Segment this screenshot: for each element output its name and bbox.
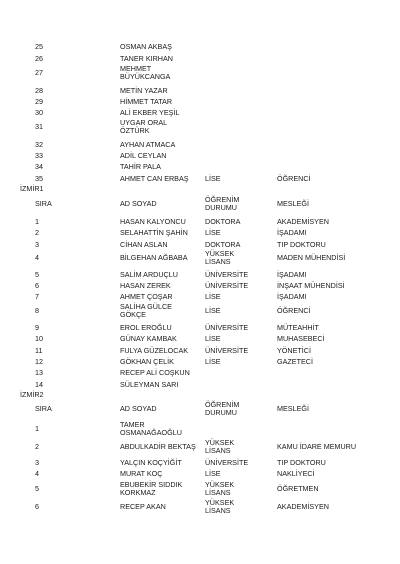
occupation <box>277 503 329 511</box>
education-level <box>205 459 248 467</box>
person-name-line: BÜYÜKCANGA <box>120 71 171 81</box>
person-name-line: AHMET CAN ERBAŞ <box>120 174 189 184</box>
education-level <box>205 307 221 315</box>
education-level-line: YÜKSEK <box>205 480 235 490</box>
occupation-line: AKADEMİSYEN <box>277 502 329 512</box>
education-level-line: LİSE <box>205 228 221 238</box>
row-number: 3 <box>35 240 39 250</box>
person-name-line: HİMMET TATAR <box>120 97 173 107</box>
occupation-line: TIP DOKTORU <box>277 458 326 468</box>
education-level-line: DOKTORA <box>205 240 241 250</box>
person-name <box>120 369 190 377</box>
person-name-line: GÖKHAN ÇELİK <box>120 357 174 367</box>
person-name-line: UYGAR ORAL <box>120 118 168 128</box>
row-number: 6 <box>35 502 39 512</box>
occupation <box>277 241 326 249</box>
occupation <box>277 200 309 208</box>
row-number: 14 <box>35 380 43 390</box>
person-name-line: ABDULKADİR BEKTAŞ <box>120 442 196 452</box>
person-name-line: HASAN KALYONCU <box>120 217 186 227</box>
section-heading: İZMİR1 <box>20 184 44 193</box>
person-name-line: AD SOYAD <box>120 404 157 414</box>
occupation <box>277 271 307 279</box>
education-level-line: LİSE <box>205 334 221 344</box>
education-level-line: DOKTORA <box>205 217 241 227</box>
person-name-line: YALÇIN KOÇYİĞİT <box>120 458 182 468</box>
occupation-line: MESLEĞİ <box>277 199 309 209</box>
person-name <box>120 200 157 208</box>
person-name-line: RECEP ALİ COŞKUN <box>120 368 190 378</box>
person-name <box>120 303 172 318</box>
row-number: 1 <box>35 424 39 434</box>
person-name <box>120 324 172 332</box>
person-name-line: METİN YAZAR <box>120 86 168 96</box>
person-name <box>120 163 161 171</box>
education-level-line: ÖĞRENİM <box>205 195 240 205</box>
person-name <box>120 254 188 262</box>
person-name <box>120 141 175 149</box>
person-name-line: AD SOYAD <box>120 199 157 209</box>
occupation <box>277 254 345 262</box>
row-number: 2 <box>35 228 39 238</box>
education-level-line: LİSANS <box>205 505 231 515</box>
row-number: SIRA <box>35 199 52 209</box>
person-name <box>120 381 178 389</box>
row-number: 26 <box>35 54 43 64</box>
education-level <box>205 196 239 211</box>
education-level-line: ÜNİVERSİTE <box>205 281 249 291</box>
occupation-line: MESLEĞİ <box>277 404 309 414</box>
education-level <box>205 282 248 290</box>
person-name-line: ADİL CEYLAN <box>120 151 167 161</box>
occupation <box>277 443 356 451</box>
person-name-line: MURAT KOÇ <box>120 469 163 479</box>
education-level <box>205 293 221 301</box>
occupation-line: GAZETECİ <box>277 357 313 367</box>
occupation <box>277 347 311 355</box>
row-number: 29 <box>35 97 43 107</box>
person-name-line: SELAHATTİN ŞAHİN <box>120 228 188 238</box>
education-level <box>205 401 239 416</box>
row-number: 5 <box>35 484 39 494</box>
person-name-line: HASAN ZEREK <box>120 281 171 291</box>
person-name <box>120 470 162 478</box>
education-level-line: LİSANS <box>205 256 231 266</box>
occupation <box>277 405 309 413</box>
row-number: 28 <box>35 86 43 96</box>
occupation-line: KAMU İDARE MEMURU <box>277 442 357 452</box>
person-name-line: ALİ EKBER YEŞİL <box>120 108 180 118</box>
person-name-line: SALİHA GÜLCE <box>120 302 172 312</box>
person-name <box>120 405 157 413</box>
person-name-line: EBUBEKİR SIDDIK <box>120 480 183 490</box>
person-name-line: MEHMET <box>120 64 152 74</box>
education-level <box>205 481 234 496</box>
person-name <box>120 282 171 290</box>
person-name-line: BİLGEHAN AĞBABA <box>120 253 188 263</box>
education-level-line: YÜKSEK <box>205 438 235 448</box>
education-level <box>205 335 221 343</box>
education-level-line: LİSE <box>205 357 221 367</box>
person-name-line: OSMAN AKBAŞ <box>120 42 172 52</box>
education-level-line: DURUMU <box>205 202 237 212</box>
row-number: 6 <box>35 281 39 291</box>
person-name <box>120 98 172 106</box>
person-name-line: TAMER <box>120 420 145 430</box>
person-name <box>120 503 166 511</box>
occupation <box>277 293 307 301</box>
occupation-line: NAKLİYECİ <box>277 469 315 479</box>
person-name-line: FULYA GÜZELOCAK <box>120 346 189 356</box>
person-name <box>120 43 172 51</box>
occupation-line: ÖĞRENCİ <box>277 306 311 316</box>
row-number: 31 <box>35 122 43 132</box>
person-name <box>120 229 188 237</box>
occupation-line: MÜTEAHHİT <box>277 323 319 333</box>
occupation-line: AKADEMİSYEN <box>277 217 329 227</box>
education-level <box>205 358 221 366</box>
education-level <box>205 229 221 237</box>
person-name-line: GÜNAY KAMBAK <box>120 334 177 344</box>
person-name-line: TANER KIRHAN <box>120 54 173 64</box>
education-level-line: LİSANS <box>205 487 231 497</box>
row-number: 35 <box>35 174 43 184</box>
row-number: 3 <box>35 458 39 468</box>
person-name <box>120 481 182 496</box>
education-level-line: ÜNİVERSİTE <box>205 346 249 356</box>
occupation <box>277 282 345 290</box>
row-number: 33 <box>35 151 43 161</box>
person-name-line: OSMANAĞAOĞLU <box>120 427 182 437</box>
row-number: 7 <box>35 292 39 302</box>
person-name <box>120 293 173 301</box>
occupation-line: İŞADAMI <box>277 292 307 302</box>
person-name <box>120 335 177 343</box>
row-number: 10 <box>35 334 43 344</box>
education-level-line: ÜNİVERSİTE <box>205 270 249 280</box>
person-name <box>120 347 188 355</box>
occupation-line: ÖĞRETMEN <box>277 484 319 494</box>
education-level <box>205 271 248 279</box>
row-number: 11 <box>35 346 43 356</box>
occupation <box>277 229 307 237</box>
person-name <box>120 443 196 451</box>
person-name-line: RECEP AKAN <box>120 502 166 512</box>
person-name-line: TAHİR PALA <box>120 162 161 172</box>
person-name-line: AHMET ÇOŞAR <box>120 292 173 302</box>
occupation-line: ÖĞRENCİ <box>277 174 311 184</box>
row-number: 4 <box>35 253 39 263</box>
person-name-line: CİHAN ASLAN <box>120 240 168 250</box>
occupation <box>277 307 311 315</box>
person-name-line: EROL EROĞLU <box>120 323 172 333</box>
education-level-line: DURUMU <box>205 407 237 417</box>
person-name-line: SALİM ARDUÇLU <box>120 270 178 280</box>
person-name <box>120 109 179 117</box>
education-level-line: ÜNİVERSİTE <box>205 458 249 468</box>
row-number: 32 <box>35 140 43 150</box>
occupation <box>277 175 311 183</box>
education-level-line: YÜKSEK <box>205 498 235 508</box>
occupation <box>277 358 313 366</box>
row-number: 27 <box>35 68 43 78</box>
row-number: 8 <box>35 306 39 316</box>
occupation <box>277 485 319 493</box>
occupation-line: İNŞAAT MÜHENDİSİ <box>277 281 345 291</box>
education-level <box>205 439 234 454</box>
education-level <box>205 347 248 355</box>
row-number: 1 <box>35 217 39 227</box>
occupation-line: İŞADAMI <box>277 270 307 280</box>
section-heading: İZMİR2 <box>20 390 44 399</box>
row-number: 9 <box>35 323 39 333</box>
person-name <box>120 152 166 160</box>
row-number: 30 <box>35 108 43 118</box>
row-number: 12 <box>35 357 43 367</box>
person-name <box>120 87 168 95</box>
education-level <box>205 250 234 265</box>
occupation <box>277 459 326 467</box>
occupation-line: MUHASEBECİ <box>277 334 325 344</box>
row-number: 34 <box>35 162 43 172</box>
education-level-line: YÜKSEK <box>205 249 235 259</box>
row-number: 25 <box>35 42 43 52</box>
person-name <box>120 65 170 80</box>
person-name <box>120 175 189 183</box>
occupation-line: MADEN MÜHENDİSİ <box>277 253 346 263</box>
person-name-line: SÜLEYMAN SARI <box>120 380 179 390</box>
row-number: 5 <box>35 270 39 280</box>
person-name <box>120 241 168 249</box>
education-level <box>205 499 234 514</box>
person-name <box>120 421 182 436</box>
person-name <box>120 358 174 366</box>
person-name-line: AYHAN ATMACA <box>120 140 176 150</box>
occupation-line: İŞADAMI <box>277 228 307 238</box>
person-name-line: KORKMAZ <box>120 487 156 497</box>
person-name <box>120 459 182 467</box>
education-level-line: ÜNİVERSİTE <box>205 323 249 333</box>
person-name <box>120 55 173 63</box>
person-name <box>120 218 186 226</box>
occupation-line: YÖNETİCİ <box>277 346 311 356</box>
row-number: 2 <box>35 442 39 452</box>
education-level-line: LİSE <box>205 306 221 316</box>
occupation-line: TIP DOKTORU <box>277 240 326 250</box>
row-number: SIRA <box>35 404 52 414</box>
person-name <box>120 119 167 134</box>
education-level-line: LİSE <box>205 469 221 479</box>
row-number: 13 <box>35 368 43 378</box>
occupation <box>277 324 319 332</box>
education-level-line: LİSE <box>205 174 221 184</box>
occupation <box>277 470 315 478</box>
education-level <box>205 218 240 226</box>
education-level <box>205 324 248 332</box>
education-level-line: ÖĞRENİM <box>205 400 240 410</box>
education-level-line: LİSE <box>205 292 221 302</box>
occupation <box>277 218 329 226</box>
education-level <box>205 470 221 478</box>
row-number: 4 <box>35 469 39 479</box>
education-level <box>205 175 221 183</box>
person-name <box>120 271 178 279</box>
education-level <box>205 241 240 249</box>
person-name-line: ÖZTÜRK <box>120 125 150 135</box>
occupation <box>277 335 325 343</box>
education-level-line: LİSANS <box>205 445 231 455</box>
person-name-line: GÖKÇE <box>120 309 146 319</box>
